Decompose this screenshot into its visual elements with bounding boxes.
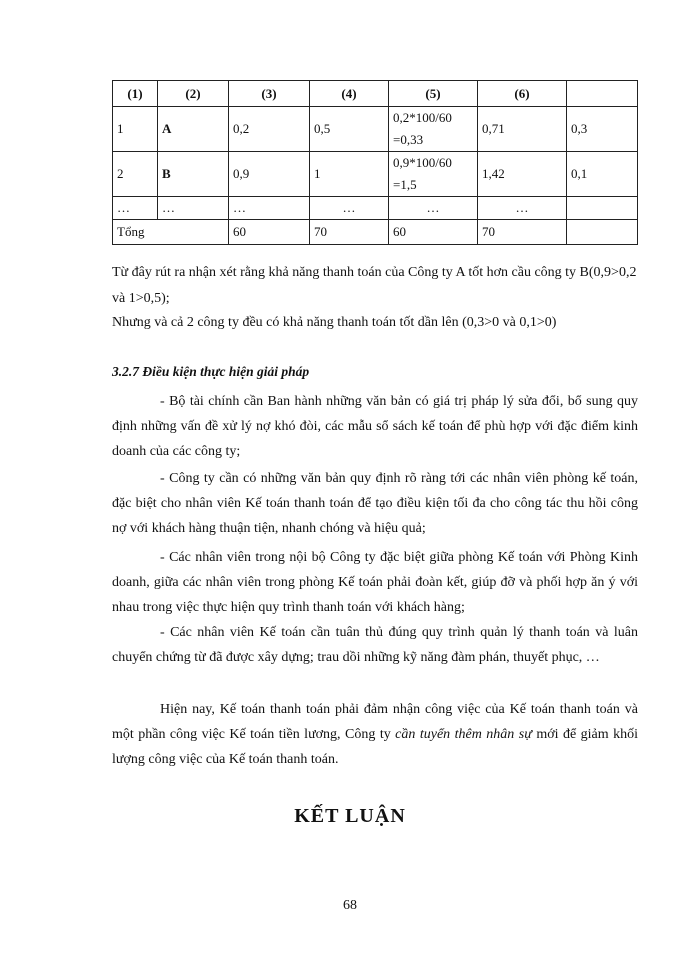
table-cell: 0,5: [310, 107, 389, 152]
table-cell: …: [478, 197, 567, 220]
table-row: [113, 107, 638, 152]
table-cell: 0,3: [567, 107, 638, 152]
table-note-1: Từ đây rút ra nhận xét rằng khả năng thanh toán của Công ty A tốt hơn cầu công ty B(0,9>0,2 và 1>0,5);: [112, 265, 637, 306]
bullet-paragraph: - Các nhân viên trong nội bộ Công ty đặc biệt giữa phòng Kế toán với Phòng Kinh doanh, giữa các nhân viên trong phòng Kế toán phải đoàn kết, giúp đỡ và phối hợp ăn ý với nhau trong việc thực hiện quy trình thanh toán với khách hàng;: [112, 550, 638, 615]
table-cell: [567, 220, 638, 245]
header-cell: (2): [158, 81, 229, 107]
table-cell: B: [158, 152, 229, 197]
table-cell: 1: [113, 107, 158, 152]
table-cell: 70: [310, 220, 389, 245]
table-cell: …: [389, 197, 478, 220]
header-cell: (1): [113, 81, 158, 107]
header-cell: [567, 81, 638, 107]
conclusion-heading: KẾT LUẬN: [294, 805, 406, 827]
table-cell: …: [310, 197, 389, 220]
header-cell: (4): [310, 81, 389, 107]
table-row: [113, 152, 638, 197]
paragraph-italic-text: cần tuyển thêm nhân sự: [395, 727, 532, 742]
bullet-paragraph: - Các nhân viên Kế toán cần tuân thủ đúng quy trình quản lý thanh toán và luân chuyển chứng từ đã được xây dựng; trau dồi những kỹ năng đàm phán, thuyết phục, …: [112, 625, 638, 665]
table-cell: 60: [229, 220, 310, 245]
formula-line: 0,9*100/60: [393, 155, 452, 170]
table-cell: [389, 152, 478, 197]
table-cell: 0,71: [478, 107, 567, 152]
formula-result: =1,5: [393, 177, 417, 192]
formula-result: =0,33: [393, 132, 424, 147]
paragraph-text: mới để giảm khối lượng công việc của Kế toán thanh toán.: [112, 727, 638, 767]
total-label: Tổng: [113, 220, 229, 245]
table-header-row: [113, 81, 638, 107]
table-cell: 60: [389, 220, 478, 245]
table-cell: [389, 107, 478, 152]
table-cell: [567, 197, 638, 220]
bullet-paragraph: - Công ty cần có những văn bản quy định rõ ràng tới các nhân viên phòng kế toán, đặc biệt cho nhân viên Kế toán thanh toán để tạo điều kiện tối đa cho công tác thu hồi công nợ với khách hàng thuận tiện, nhanh chóng và hiệu quả;: [112, 471, 638, 536]
table-cell: 0,9: [229, 152, 310, 197]
table-cell: 0,1: [567, 152, 638, 197]
header-cell: (3): [229, 81, 310, 107]
table-cell: …: [229, 197, 310, 220]
table-cell: 2: [113, 152, 158, 197]
formula-line: 0,2*100/60: [393, 110, 452, 125]
closing-paragraph: [112, 697, 638, 772]
table-note-2: Nhưng và cả 2 công ty đều có khả năng thanh toán tốt dần lên (0,3>0 và 0,1>0): [112, 315, 557, 330]
page-number: 68: [343, 898, 357, 913]
table-cell: 1,42: [478, 152, 567, 197]
table-cell: …: [158, 197, 229, 220]
table-cell: …: [113, 197, 158, 220]
bullet-paragraph: - Bộ tài chính cần Ban hành những văn bản có giá trị pháp lý sửa đổi, bổ sung quy định những vấn đề xử lý nợ khó đòi, các mẫu sổ sách kế toán để phù hợp với đặc điểm kinh doanh của các công ty;: [112, 394, 638, 459]
table-cell: 70: [478, 220, 567, 245]
payment-ratio-table: [112, 80, 638, 245]
header-cell: (6): [478, 81, 567, 107]
table-cell: A: [158, 107, 229, 152]
table-total-row: [113, 220, 638, 245]
paragraph-text: Hiện nay, Kế toán thanh toán phải đảm nhận công việc của Kế toán thanh toán và một phần công việc Kế toán tiền lương, Công ty: [112, 702, 638, 742]
section-heading: 3.2.7 Điều kiện thực hiện giải pháp: [112, 364, 310, 379]
table-cell: 1: [310, 152, 389, 197]
header-cell: (5): [389, 81, 478, 107]
table-cell: 0,2: [229, 107, 310, 152]
table-ellipsis-row: [113, 197, 638, 220]
